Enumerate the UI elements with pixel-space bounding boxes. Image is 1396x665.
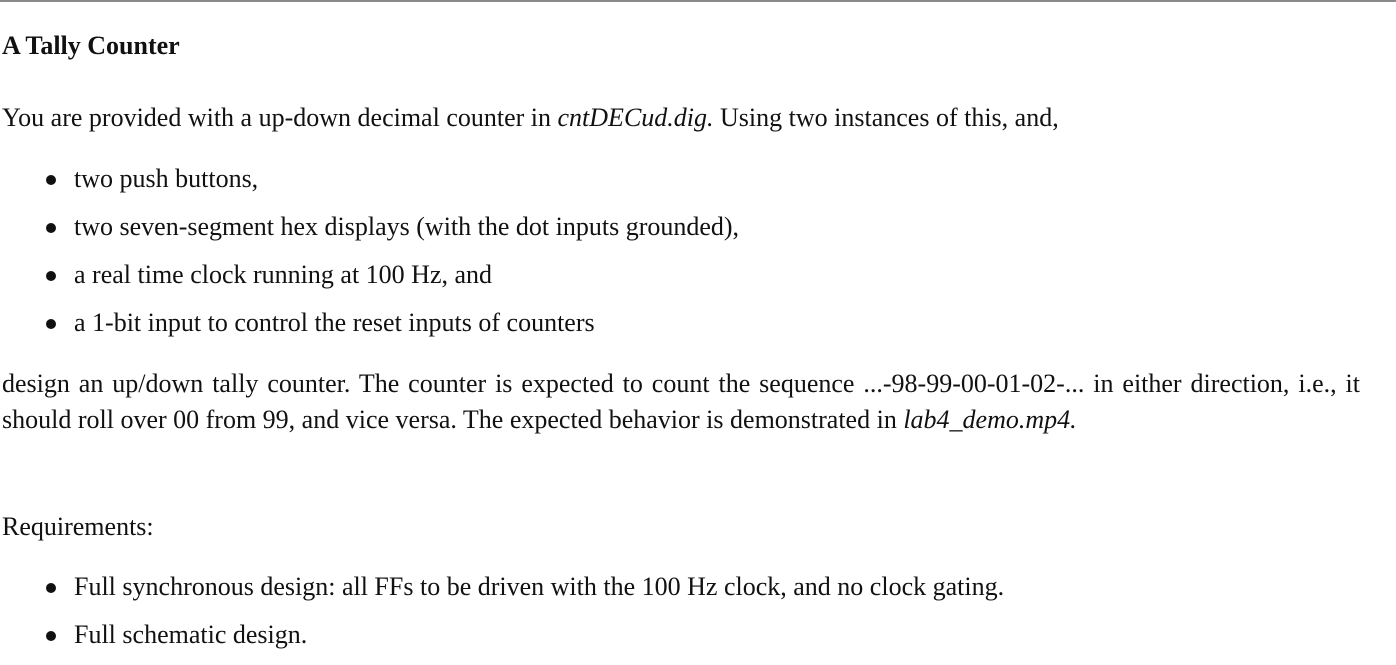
- intro-paragraph: [2, 100, 1059, 136]
- top-rule: [0, 0, 1396, 2]
- requirements-list: [2, 569, 1004, 665]
- bullet-icon: [46, 271, 56, 281]
- intro-text-after: Using two instances of this, and,: [713, 103, 1059, 132]
- intro-file-name: cntDECud.dig.: [557, 103, 714, 132]
- list-item-text: two seven-segment hex displays (with the dot inputs grounded),: [74, 212, 740, 241]
- list-item-text: two push buttons,: [74, 164, 259, 193]
- list-item-text: Full schematic design.: [74, 620, 308, 649]
- list-item: [2, 257, 739, 305]
- list-item-text: a 1-bit input to control the reset inputs of counters: [74, 308, 595, 337]
- bullet-icon: [46, 319, 56, 329]
- list-item-text: a real time clock running at 100 Hz, and: [74, 260, 493, 289]
- intro-text-before: You are provided with a up-down decimal counter in: [2, 103, 558, 132]
- list-item: [2, 569, 1004, 617]
- description-text: design an up/down tally counter. The counter is expected to count the sequence ...-98-99-00-01-02-... in either direction, i.e., it should roll over 00 from 99, and vice versa. The expected behavior is demonstrated in: [2, 369, 1360, 434]
- section-title: A Tally Counter: [2, 31, 180, 60]
- list-item: [2, 161, 739, 209]
- description-paragraph: [2, 366, 1360, 438]
- bullet-icon: [46, 175, 56, 185]
- list-item-text: Full synchronous design: all FFs to be driven with the 100 Hz clock, and no clock gating.: [74, 572, 1005, 601]
- demo-file-name: lab4_demo.mp4.: [903, 405, 1077, 434]
- requirements-label: Requirements:: [2, 512, 154, 541]
- list-item: [2, 617, 1004, 665]
- bullet-icon: [46, 223, 56, 233]
- bullet-icon: [46, 583, 56, 593]
- list-item: [2, 209, 739, 257]
- components-list: [2, 161, 739, 353]
- bullet-icon: [46, 631, 56, 641]
- list-item: [2, 305, 739, 353]
